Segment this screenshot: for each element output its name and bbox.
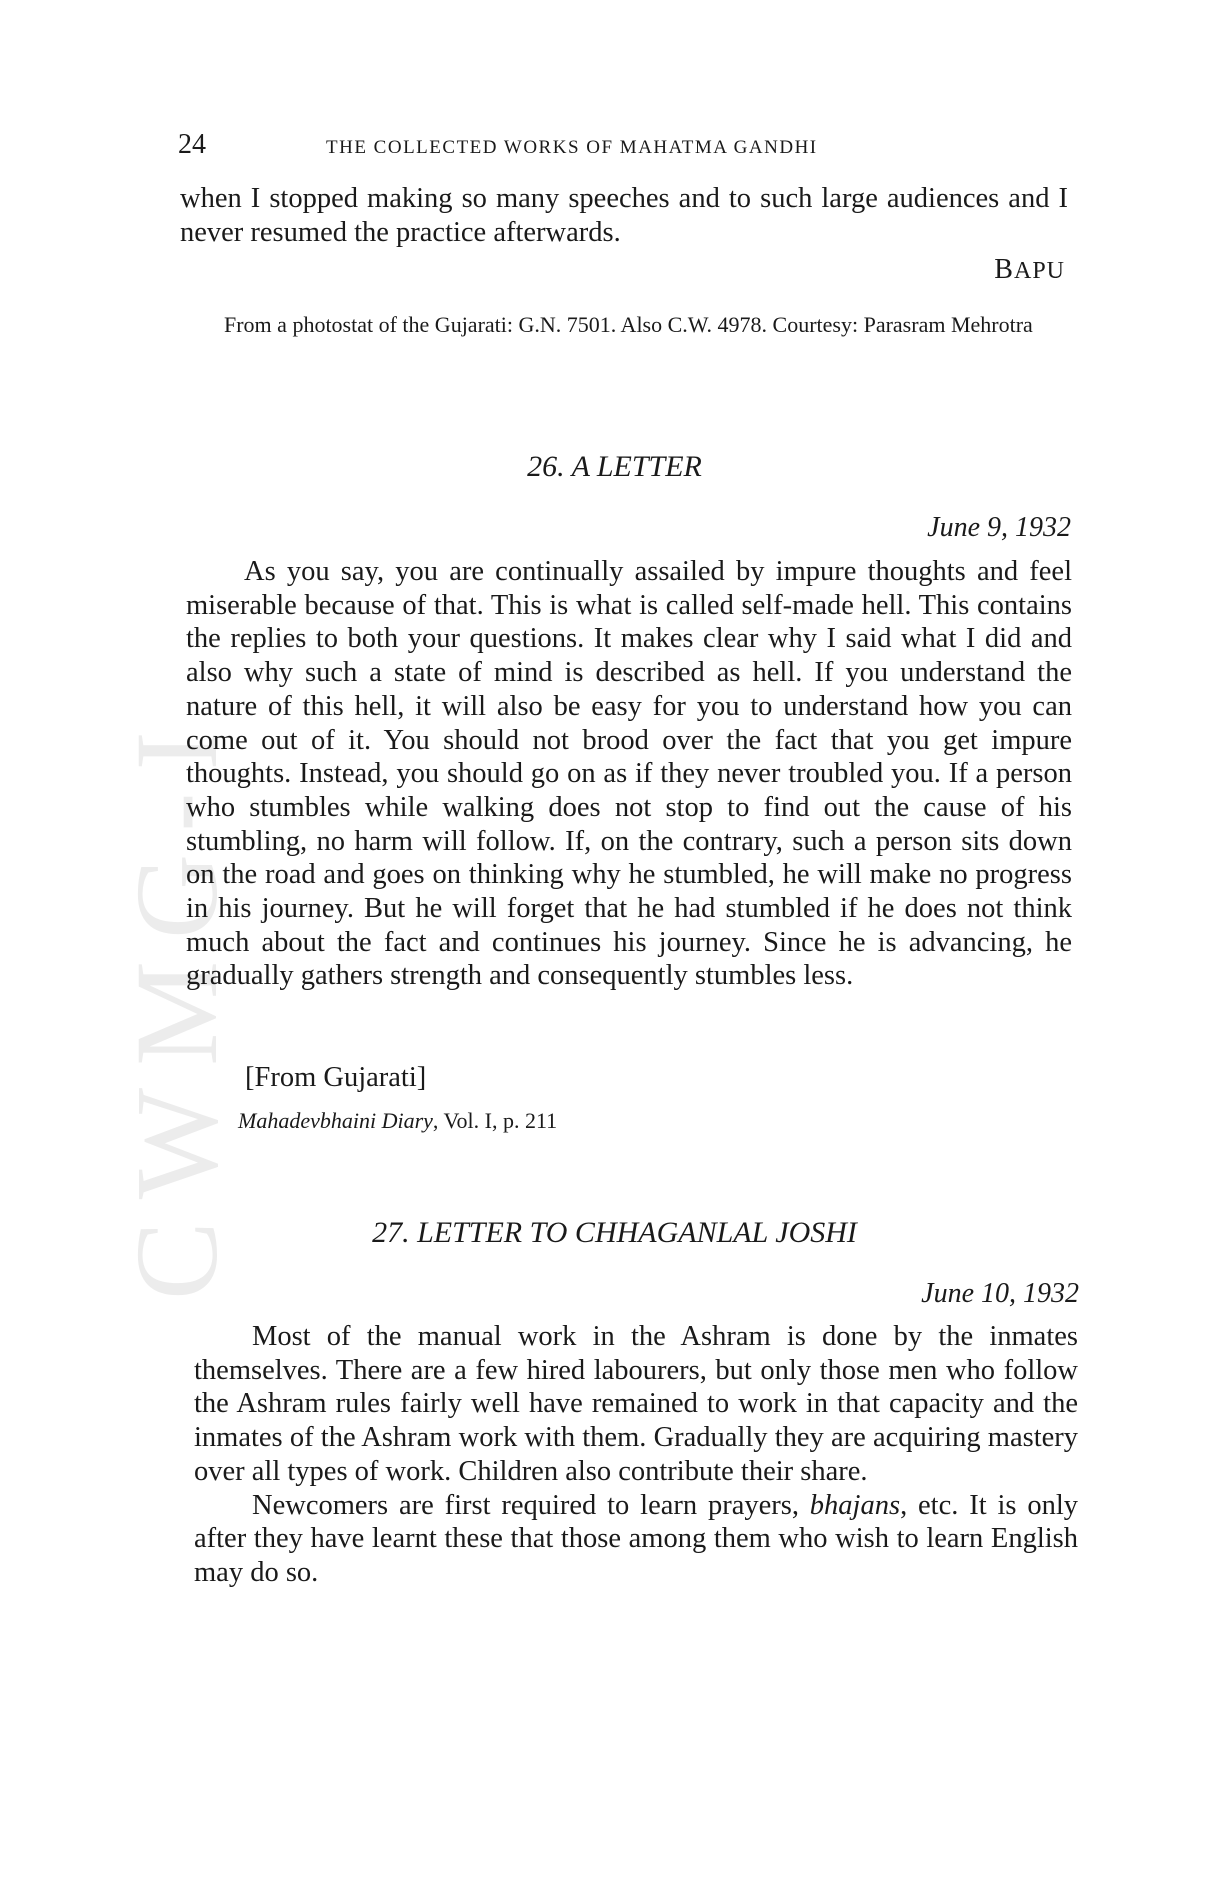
para2-start: Newcomers are first required to learn prayers, bbox=[252, 1489, 810, 1521]
signature-rest: APU bbox=[1013, 258, 1065, 284]
letter-27-body bbox=[194, 1320, 1078, 1590]
continuation-paragraph bbox=[180, 182, 1068, 249]
page-number: 24 bbox=[178, 129, 206, 160]
letter-26-paragraph: As you say, you are continually assailed by impure thoughts and feel miserable because of that. This is what is called self-made hell. This contains the replies to both your questions. It makes clear why I said what I did and also why such a state of mind is described as hell. If you understand the nature of this hell, it will also be easy for you to understand how you can come out of it. You should not brood over the fact that you get impure thoughts. Instead, you should go on as if they never troubled you. If a person who stumbles while walking does not stop to find out the cause of his stumbling, no harm will follow. If, on the contrary, such a person sits down on the road and goes on thinking why he stumbled, he will make no progress in his journey. But he will forget that he had stumbled if he does not think much about the fact and continues his journey. Since he is advancing, he gradually gathers strength and consequently stumbles less. bbox=[186, 556, 1072, 992]
letter-27-paragraph-1: Most of the manual work in the Ashram is done by the inmates themselves. There are a few hired labourers, but only those men who follow the Ashram rules fairly well have remained to work in that capacity and the inmates of the Ashram work with them. Gradually they are acquiring mastery over all types of work. Children also contribute their share. bbox=[194, 1321, 1078, 1487]
letter-26-body bbox=[186, 555, 1072, 993]
citation-title: Mahadevbhaini Diary bbox=[238, 1108, 433, 1133]
letter-26-date: June 9, 1932 bbox=[927, 512, 1071, 543]
letter-27-date: June 10, 1932 bbox=[921, 1278, 1079, 1309]
letter-27-title: 27. LETTER TO CHHAGANLAL JOSHI bbox=[372, 1216, 857, 1249]
running-title: THE COLLECTED WORKS OF MAHATMA GANDHI bbox=[326, 137, 818, 158]
source-note-text: From a photostat of the Gujarati: G.N. 7501. Also C.W. 4978. Courtesy: Parasram Mehrotra bbox=[224, 312, 1033, 337]
para2-end: , etc. It is only after they have learnt these that those among them who wish to learn English may do so. bbox=[194, 1489, 1078, 1588]
citation-rest: , Vol. I, p. 211 bbox=[432, 1108, 558, 1133]
letter-26-title: 26. A LETTER bbox=[527, 450, 702, 483]
signature bbox=[994, 254, 1065, 286]
language-note: [From Gujarati] bbox=[245, 1062, 427, 1093]
signature-initial: B bbox=[994, 254, 1014, 285]
page-header bbox=[178, 128, 1078, 165]
letter-27-paragraph-2 bbox=[194, 1489, 1078, 1590]
source-note bbox=[180, 308, 1068, 342]
para2-italic: bhajans bbox=[809, 1489, 901, 1521]
citation bbox=[238, 1108, 557, 1134]
watermark: CWMG-I bbox=[111, 709, 242, 1300]
continuation-text: when I stopped making so many speeches and to such large audiences and I never resumed the practice afterwards. bbox=[180, 183, 1068, 248]
